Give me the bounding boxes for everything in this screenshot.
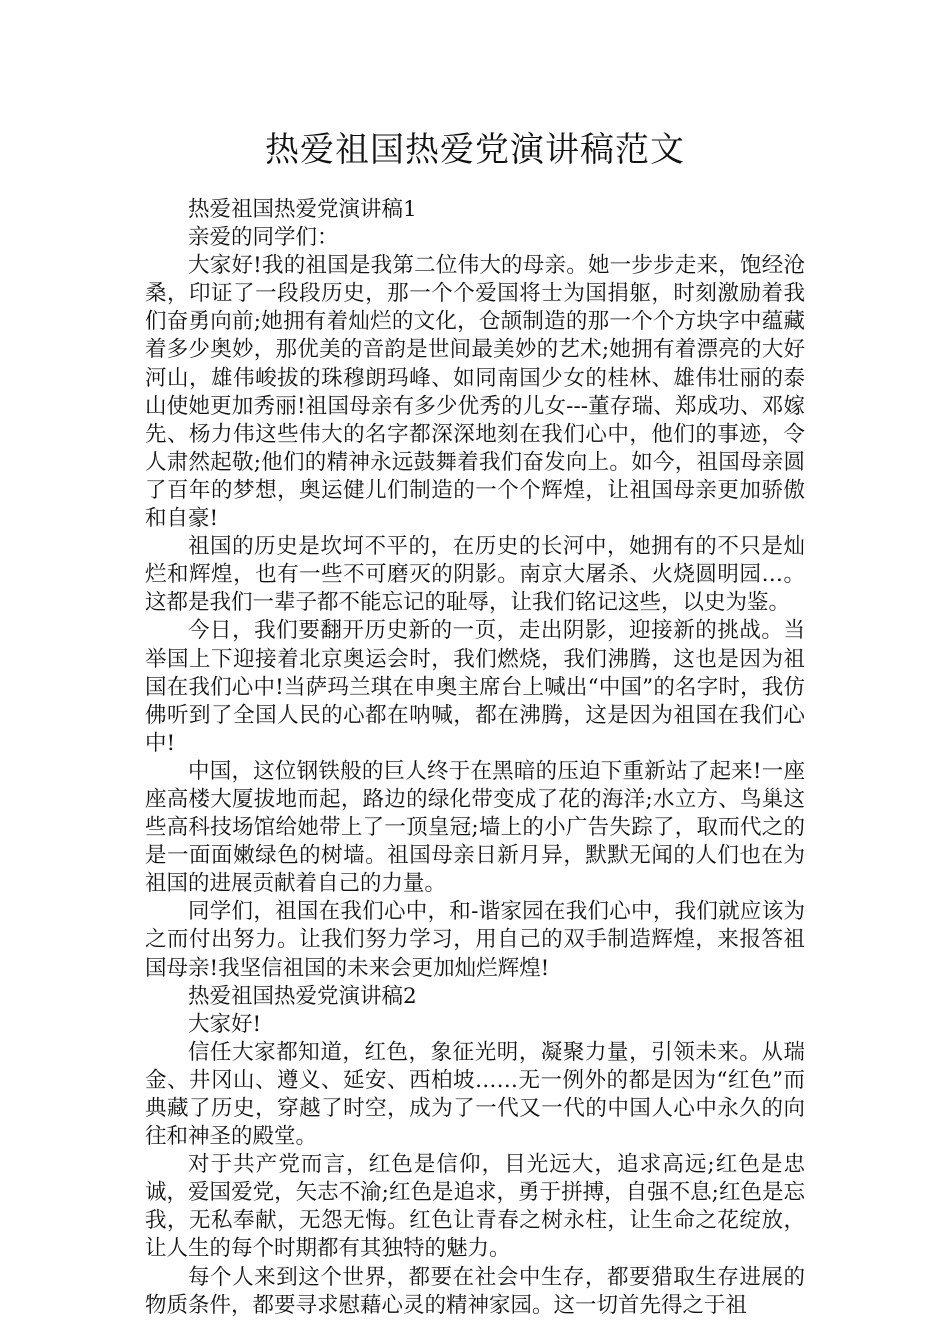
document-title: 热爱祖国热爱党演讲稿范文	[265, 130, 685, 170]
salutation: 大家好!	[188, 1011, 262, 1037]
paragraph: 对于共产党而言，红色是信仰，目光远大，追求高远;红色是忠诚，爱国爱党，矢志不渝;红色是追求，勇于拼搏，自强不息;红色是忘我，无私奉献，无怨无悔。红色让青春之树永柱，让生命之花绽放，让人生的每个时期都有其独特的魅力。	[145, 1152, 805, 1262]
paragraph: 今日，我们要翻开历史新的一页，走出阴影，迎接新的挑战。当举国上下迎接着北京奥运会时，我们燃烧，我们沸腾，这也是因为祖国在我们心中!当萨玛兰琪在申奥主席台上喊出“中国”的名字时，我仿佛听到了全国人民的心都在呐喊，都在沸腾，这是因为祖国在我们心中!	[145, 618, 805, 756]
speech-heading-2: 热爱祖国热爱党演讲稿2	[188, 983, 417, 1009]
document-body	[145, 196, 805, 1320]
paragraph: 祖国的历史是坎坷不平的，在历史的长河中，她拥有的不只是灿烂和辉煌，也有一些不可磨灭的阴影。南京大屠杀、火烧圆明园…。这都是我们一辈子都不能忘记的耻辱，让我们铭记这些，以史为鉴。	[145, 534, 805, 616]
paragraph: 同学们，祖国在我们心中，和-谐家园在我们心中，我们就应该为之而付出努力。让我们努力学习，用自己的双手制造辉煌，来报答祖国母亲!我坚信祖国的未来会更加灿烂辉煌!	[145, 899, 805, 981]
speech-heading-1: 热爱祖国热爱党演讲稿1	[188, 197, 417, 222]
paragraph: 信任大家都知道，红色，象征光明，凝聚力量，引领未来。从瑞金、井冈山、遵义、延安、西柏坡……无一例外的都是因为“红色”而典藏了历史，穿越了时空，成为了一代又一代的中国人心中永久的向往和神圣的殿堂。	[145, 1039, 805, 1150]
salutation: 亲爱的同学们：	[188, 225, 339, 251]
paragraph: 大家好!我的祖国是我第二位伟大的母亲。她一步步走来，饱经沧桑，印证了一段段历史，那一个个爱国将士为国捐躯，时刻激励着我们奋勇向前;她拥有着灿烂的文化，仓颉制造的那一个个方块字中蕴藏着多少奥妙，那优美的音韵是世间最美妙的艺术;她拥有着漂亮的大好河山，雄伟峻拔的珠穆朗玛峰、如同南国少女的桂林、雄伟壮丽的泰山使她更加秀丽!祖国母亲有多少优秀的儿女---董存瑞、郑成功、邓嫁先、杨力伟这些伟大的名字都深深地刻在我们心中，他们的事迹，令人肃然起敬;他们的精神永远鼓舞着我们奋发向上。如今，祖国母亲圆了百年的梦想，奥运健儿们制造的一个个辉煌，让祖国母亲更加骄傲和自豪!	[145, 253, 805, 532]
paragraph: 中国，这位钢铁般的巨人终于在黑暗的压迫下重新站了起来!一座座高楼大厦拔地而起，路边的绿化带变成了花的海洋;水立方、鸟巢这些高科技场馆给她带上了一顶皇冠;墙上的小广告失踪了，取而代之的是一面面嫩绿色的树墙。祖国母亲日新月异，默默无闻的人们也在为祖国的进展贡献着自己的力量。	[145, 758, 805, 897]
paragraph: 每个人来到这个世界，都要在社会中生存，都要猎取生存进展的物质条件，都要寻求慰藉心灵的精神家园。这一切首先得之于祖	[145, 1264, 805, 1318]
